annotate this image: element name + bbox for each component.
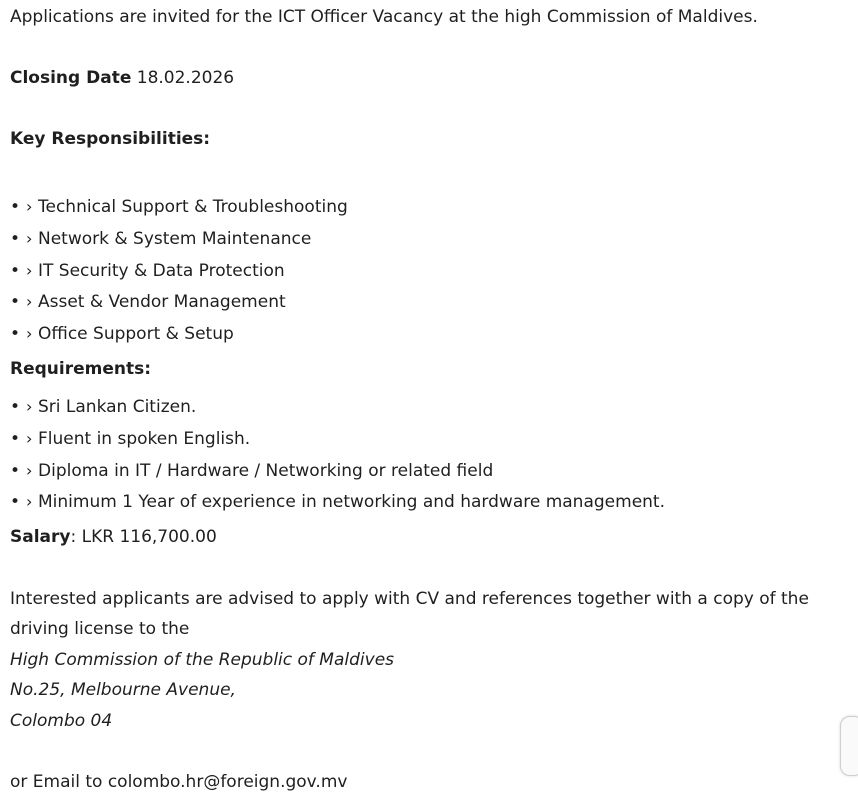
apply-text-line-1: Interested applicants are advised to apply with CV and references together with a copy of the: [10, 589, 809, 609]
closing-date-label: Closing Date: [10, 68, 132, 88]
address-line-1: High Commission of the Republic of Maldives: [10, 650, 395, 670]
bullet-icon: •: [10, 397, 21, 417]
closing-date: [10, 67, 234, 89]
chevron-right-icon: ›: [26, 229, 33, 248]
list-item: [10, 228, 311, 250]
requirement-text: Minimum 1 Year of experience in networking and hardware management.: [38, 492, 665, 512]
requirements-heading: Requirements:: [10, 359, 152, 379]
bullet-icon: •: [10, 324, 21, 344]
responsibility-text: IT Security & Data Protection: [38, 261, 285, 281]
chevron-right-icon: ›: [26, 197, 33, 216]
list-item: [10, 491, 665, 513]
list-item: [10, 196, 348, 218]
chevron-right-icon: ›: [26, 261, 33, 280]
bullet-icon: •: [10, 461, 21, 481]
bullet-icon: •: [10, 429, 21, 449]
requirement-text: Fluent in spoken English.: [38, 429, 251, 449]
email-text: or Email to colombo.hr@foreign.gov.mv: [10, 772, 348, 792]
salary: [10, 526, 217, 548]
salary-label: Salary: [10, 527, 71, 547]
requirement-text: Diploma in IT / Hardware / Networking or related field: [38, 461, 494, 481]
salary-value: : LKR 116,700.00: [70, 527, 217, 547]
list-item: [10, 396, 196, 418]
responsibility-text: Office Support & Setup: [38, 324, 234, 344]
bullet-icon: •: [10, 292, 21, 312]
address-line-3: Colombo 04: [10, 711, 113, 731]
responsibilities-heading: Key Responsibilities:: [10, 129, 211, 149]
bullet-icon: •: [10, 261, 21, 281]
chevron-right-icon: ›: [26, 461, 33, 480]
bullet-icon: •: [10, 492, 21, 512]
apply-text-line-2: driving license to the: [10, 619, 190, 639]
chevron-right-icon: ›: [26, 397, 33, 416]
chevron-right-icon: ›: [26, 429, 33, 448]
list-item: [10, 291, 286, 313]
list-item: [10, 323, 234, 345]
side-scroll-handle[interactable]: [840, 716, 858, 776]
intro-text: Applications are invited for the ICT Officer Vacancy at the high Commission of Maldives.: [10, 7, 758, 27]
list-item: [10, 460, 493, 482]
closing-date-value: 18.02.2026: [131, 68, 235, 88]
requirement-text: Sri Lankan Citizen.: [38, 397, 197, 417]
bullet-icon: •: [10, 197, 21, 217]
responsibility-text: Network & System Maintenance: [38, 229, 312, 249]
bullet-icon: •: [10, 229, 21, 249]
responsibility-text: Technical Support & Troubleshooting: [38, 197, 348, 217]
chevron-right-icon: ›: [26, 492, 33, 511]
chevron-right-icon: ›: [26, 292, 33, 311]
chevron-right-icon: ›: [26, 324, 33, 343]
address-line-2: No.25, Melbourne Avenue,: [10, 680, 236, 700]
responsibility-text: Asset & Vendor Management: [38, 292, 286, 312]
list-item: [10, 260, 285, 282]
list-item: [10, 428, 250, 450]
